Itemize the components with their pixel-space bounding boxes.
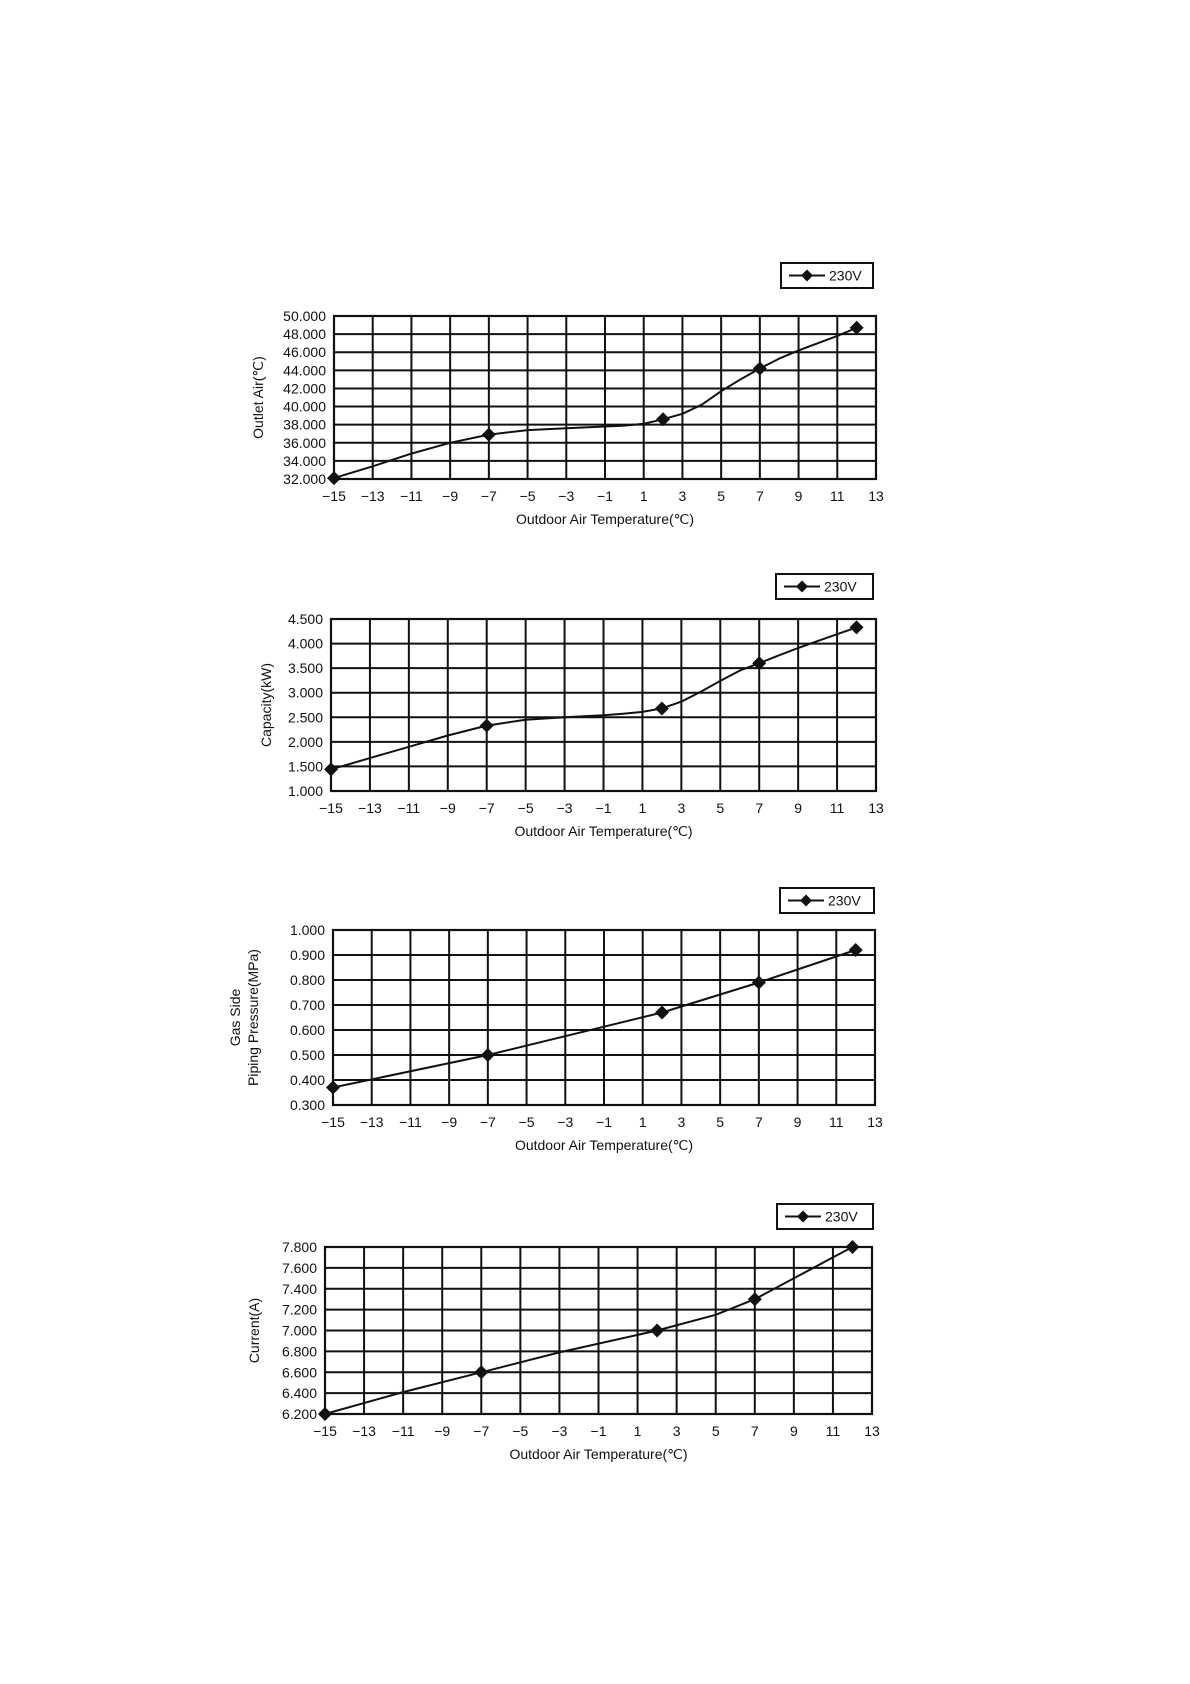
x-tick-label: −3 — [556, 800, 573, 816]
x-tick-label: −11 — [400, 488, 423, 504]
x-tick-label: −3 — [551, 1423, 568, 1439]
y-tick-label: 0.600 — [289, 1022, 325, 1038]
data-point-marker — [326, 1081, 340, 1095]
y-tick-label: 36.000 — [283, 434, 326, 451]
x-tick-label: 13 — [868, 488, 884, 504]
y-tick-label: 7.400 — [281, 1280, 317, 1297]
x-tick-label: 3 — [677, 800, 686, 816]
x-tick-label: −11 — [391, 1423, 415, 1439]
x-tick-label: −5 — [517, 800, 534, 816]
data-point-marker — [481, 1048, 495, 1062]
x-tick-label: −9 — [441, 1114, 458, 1130]
x-tick-label: 3 — [678, 488, 687, 504]
y-tick-label: 34.000 — [283, 452, 326, 469]
y-tick-label: 0.500 — [289, 1047, 325, 1063]
y-tick-label: 1.000 — [287, 783, 323, 799]
x-tick-label: −3 — [558, 488, 575, 504]
x-tick-label: −13 — [352, 1423, 376, 1439]
data-point-marker — [850, 321, 864, 335]
x-tick-label: −13 — [360, 488, 385, 504]
x-tick-label: 1 — [633, 1423, 642, 1439]
legend-label: 230V — [828, 892, 861, 909]
data-point-marker — [482, 428, 496, 442]
y-tick-label: 32.000 — [283, 471, 326, 487]
x-tick-label: −15 — [313, 1423, 337, 1439]
y-tick-label: 0.900 — [289, 947, 325, 963]
x-tick-label: −1 — [597, 488, 613, 504]
y-axis-label: Gas Side — [227, 988, 243, 1047]
x-tick-label: 1 — [638, 1114, 647, 1130]
x-tick-label: −9 — [439, 800, 456, 816]
x-tick-label: −7 — [479, 1114, 496, 1130]
x-tick-label: 5 — [711, 1423, 720, 1439]
data-point-marker — [753, 362, 767, 376]
x-tick-label: 9 — [794, 800, 803, 816]
x-axis-label: Outdoor Air Temperature(℃) — [514, 823, 693, 839]
y-tick-label: 3.000 — [287, 684, 323, 701]
x-tick-label: −15 — [321, 1114, 345, 1130]
x-tick-label: −5 — [518, 1114, 535, 1130]
y-tick-label: 46.000 — [283, 344, 326, 361]
x-tick-label: −9 — [442, 488, 459, 504]
y-tick-label: 1.500 — [287, 758, 323, 775]
y-axis-label: Capacity(kW) — [258, 662, 274, 748]
x-axis-label: Outdoor Air Temperature(℃) — [509, 1446, 688, 1462]
y-tick-label: 0.700 — [289, 997, 325, 1013]
x-tick-label: −13 — [359, 1114, 384, 1130]
y-tick-label: 6.600 — [281, 1364, 317, 1381]
data-point-marker — [850, 620, 864, 634]
data-point-marker — [655, 701, 669, 715]
x-tick-label: −15 — [322, 488, 346, 504]
x-tick-label: −7 — [478, 800, 495, 816]
y-tick-label: 38.000 — [283, 416, 326, 433]
y-tick-label: 6.800 — [281, 1343, 317, 1360]
x-tick-label: 5 — [716, 800, 725, 816]
y-tick-label: 2.000 — [287, 733, 323, 750]
y-tick-label: 4.500 — [287, 611, 323, 627]
x-tick-label: 11 — [829, 1114, 844, 1130]
data-point-marker — [318, 1407, 332, 1421]
x-tick-label: 11 — [825, 1423, 841, 1439]
x-tick-label: 7 — [750, 1423, 759, 1439]
y-tick-label: 7.600 — [281, 1259, 317, 1276]
y-tick-label: 0.800 — [289, 972, 325, 988]
y-tick-label: 0.400 — [289, 1072, 325, 1088]
y-tick-label: 42.000 — [283, 380, 326, 397]
y-tick-label: 0.300 — [289, 1097, 325, 1113]
x-tick-label: 5 — [717, 488, 726, 504]
x-tick-label: −7 — [480, 488, 497, 504]
y-tick-label: 44.000 — [283, 362, 326, 379]
x-tick-label: −1 — [596, 1114, 612, 1130]
y-tick-label: 7.800 — [281, 1239, 317, 1255]
x-tick-label: −1 — [595, 800, 612, 816]
x-tick-label: −1 — [590, 1423, 607, 1439]
x-tick-label: −5 — [512, 1423, 529, 1439]
x-tick-label: 3 — [672, 1423, 681, 1439]
x-tick-label: −11 — [397, 800, 421, 816]
y-tick-label: 3.500 — [287, 660, 323, 677]
data-point-marker — [748, 1292, 762, 1306]
x-tick-label: 13 — [867, 1114, 883, 1130]
x-tick-label: 3 — [677, 1114, 686, 1130]
x-tick-label: −5 — [519, 488, 536, 504]
x-tick-label: −7 — [473, 1423, 490, 1439]
y-tick-label: 40.000 — [283, 398, 326, 415]
data-point-marker — [480, 719, 494, 733]
x-tick-label: 9 — [794, 488, 803, 504]
x-tick-label: 7 — [755, 800, 764, 816]
x-tick-label: 7 — [754, 1114, 763, 1130]
legend-label: 230V — [825, 1208, 858, 1225]
y-tick-label: 7.000 — [281, 1322, 317, 1339]
legend-label: 230V — [829, 267, 862, 284]
data-point-marker — [324, 762, 338, 776]
x-tick-label: −15 — [319, 800, 343, 816]
x-tick-label: −11 — [399, 1114, 422, 1130]
x-tick-label: 11 — [829, 800, 845, 816]
x-tick-label: 1 — [638, 800, 647, 816]
x-tick-label: −13 — [358, 800, 382, 816]
x-tick-label: 7 — [755, 488, 764, 504]
x-tick-label: 5 — [716, 1114, 725, 1130]
x-axis-label: Outdoor Air Temperature(℃) — [514, 1137, 694, 1153]
data-point-marker — [327, 471, 341, 485]
x-tick-label: 1 — [639, 488, 648, 504]
x-tick-label: −3 — [557, 1114, 574, 1130]
data-point-marker — [845, 1240, 859, 1254]
y-tick-label: 48.000 — [283, 326, 326, 343]
x-tick-label: 11 — [830, 488, 845, 504]
y-axis-label: Current(A) — [246, 1297, 262, 1364]
y-tick-label: 1.000 — [289, 922, 325, 938]
data-point-marker — [474, 1365, 488, 1379]
y-tick-label: 4.000 — [287, 635, 323, 652]
x-tick-label: 13 — [864, 1423, 880, 1439]
y-tick-label: 50.000 — [283, 308, 326, 324]
data-point-marker — [752, 976, 766, 990]
x-tick-label: −9 — [434, 1423, 451, 1439]
y-axis-label: Piping Pressure(MPa) — [245, 949, 261, 1086]
x-tick-label: 13 — [868, 800, 884, 816]
y-tick-label: 2.500 — [287, 709, 323, 726]
y-tick-label: 6.400 — [281, 1385, 317, 1402]
x-tick-label: 9 — [793, 1114, 802, 1130]
data-point-marker — [650, 1324, 664, 1338]
y-axis-label: Outlet Air(℃) — [250, 356, 266, 439]
y-tick-label: 6.200 — [281, 1406, 317, 1422]
data-point-marker — [655, 1006, 669, 1020]
y-tick-label: 7.200 — [281, 1301, 317, 1318]
x-axis-label: Outdoor Air Temperature(℃) — [515, 511, 695, 527]
x-tick-label: 9 — [789, 1423, 798, 1439]
legend-label: 230V — [824, 578, 857, 595]
